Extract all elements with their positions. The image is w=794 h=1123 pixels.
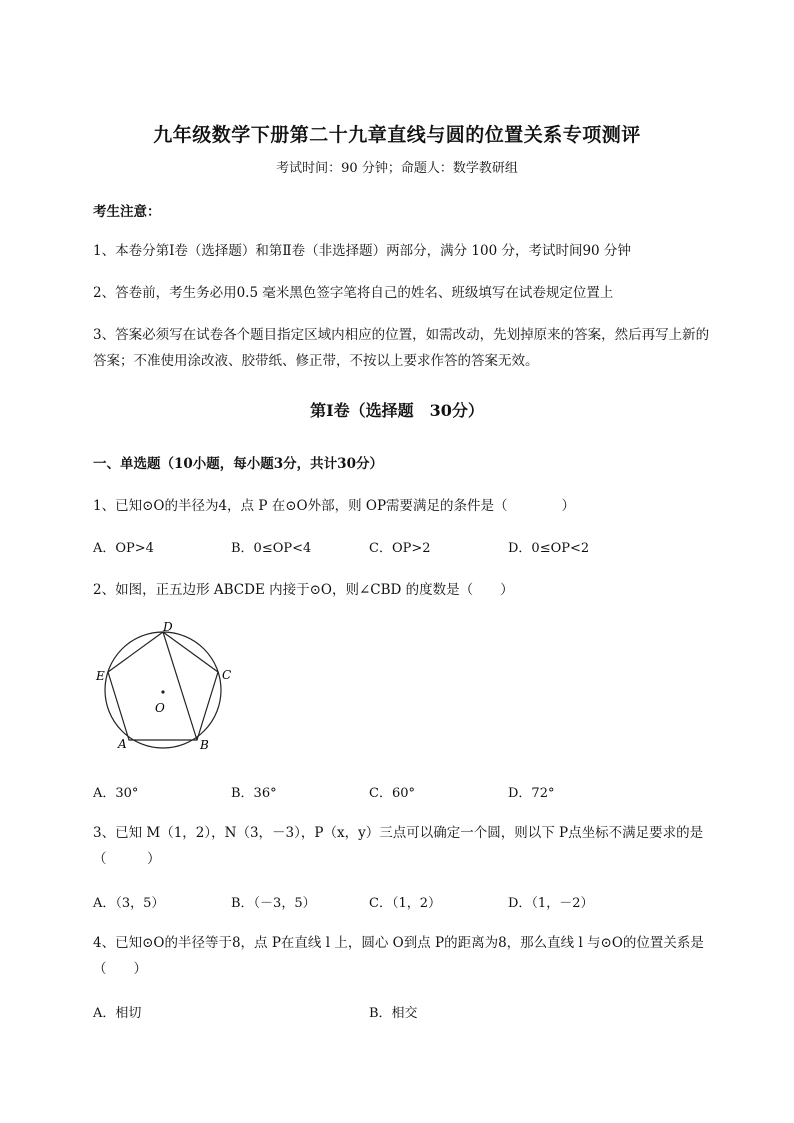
- question-1-option-a: A．OP>4: [93, 541, 154, 556]
- section-title: 第Ⅰ卷（选择题 30分）: [310, 401, 484, 420]
- label-b: B: [200, 738, 209, 752]
- label-d: D: [163, 620, 173, 634]
- question-3-option-c: C．（1，2）: [369, 896, 441, 911]
- center-point: [161, 690, 164, 693]
- exam-subtitle: 考试时间：90 分钟；命题人：数学教研组: [276, 161, 518, 176]
- question-1-stem: 1、已知⊙O的半径为4，点 P 在⊙O外部，则 OP需要满足的条件是（ ）: [93, 498, 576, 514]
- label-e: E: [96, 669, 105, 683]
- pentagon-abcde: [108, 632, 218, 740]
- question-2-option-d: D．72°: [508, 786, 555, 801]
- exam-title: 九年级数学下册第二十九章直线与圆的位置关系专项测评: [153, 124, 641, 146]
- pentagon-figure: [88, 620, 238, 760]
- question-4-option-a: A．相切: [93, 1006, 142, 1021]
- question-1-option-b: B．0≤OP<4: [231, 541, 312, 556]
- question-2-option-c: C．60°: [369, 786, 415, 801]
- question-2-option-b: B．36°: [231, 786, 277, 801]
- circle-o: [105, 632, 221, 748]
- question-2-stem: 2、如图，正五边形 ABCDE 内接于⊙O，则∠CBD 的度数是（ ）: [93, 582, 514, 598]
- notice-item-2: 2、答卷前，考生务必用0.5 毫米黑色签字笔将自己的姓名、班级填写在试卷规定位置上: [93, 285, 614, 301]
- notice-item-3: 3、答案必须写在试卷各个题目指定区域内相应的位置，如需改动，先划掉原来的答案，然后再写上新的答案；不准使用涂改液、胶带纸、修正带，不按以上要求作答的答案无效。: [93, 327, 710, 369]
- question-4-option-b: B．相交: [369, 1006, 418, 1021]
- notice-heading: 考生注意：: [93, 204, 161, 220]
- label-o: O: [155, 701, 165, 715]
- question-3-option-d: D．（1，－2）: [508, 896, 594, 911]
- part-heading: 一、单选题（10小题，每小题3分，共计30分）: [93, 456, 383, 472]
- question-4-stem: 4、已知⊙O的半径等于8，点 P在直线 l 上，圆心 O到点 P的距离为8，那么直线 l 与⊙O的位置关系是（ ）: [93, 935, 704, 977]
- label-a: A: [118, 737, 127, 751]
- question-1-option-d: D．0≤OP<2: [508, 541, 590, 556]
- question-3-option-b: B．（－3，5）: [231, 896, 316, 911]
- question-3-stem: 3、已知 M（1，2），N（3，－3），P（x，y）三点可以确定一个圆，则以下 P点坐标不满足要求的是（ ）: [93, 825, 704, 867]
- question-3-option-a: A．（3，5）: [93, 896, 165, 911]
- question-1-option-c: C．OP>2: [369, 541, 431, 556]
- segment-bd: [163, 632, 197, 740]
- notice-item-1: 1、本卷分第Ⅰ卷（选择题）和第Ⅱ卷（非选择题）两部分，满分 100 分，考试时间90 分钟: [93, 243, 631, 259]
- question-2-option-a: A．30°: [93, 786, 139, 801]
- label-c: C: [222, 668, 232, 682]
